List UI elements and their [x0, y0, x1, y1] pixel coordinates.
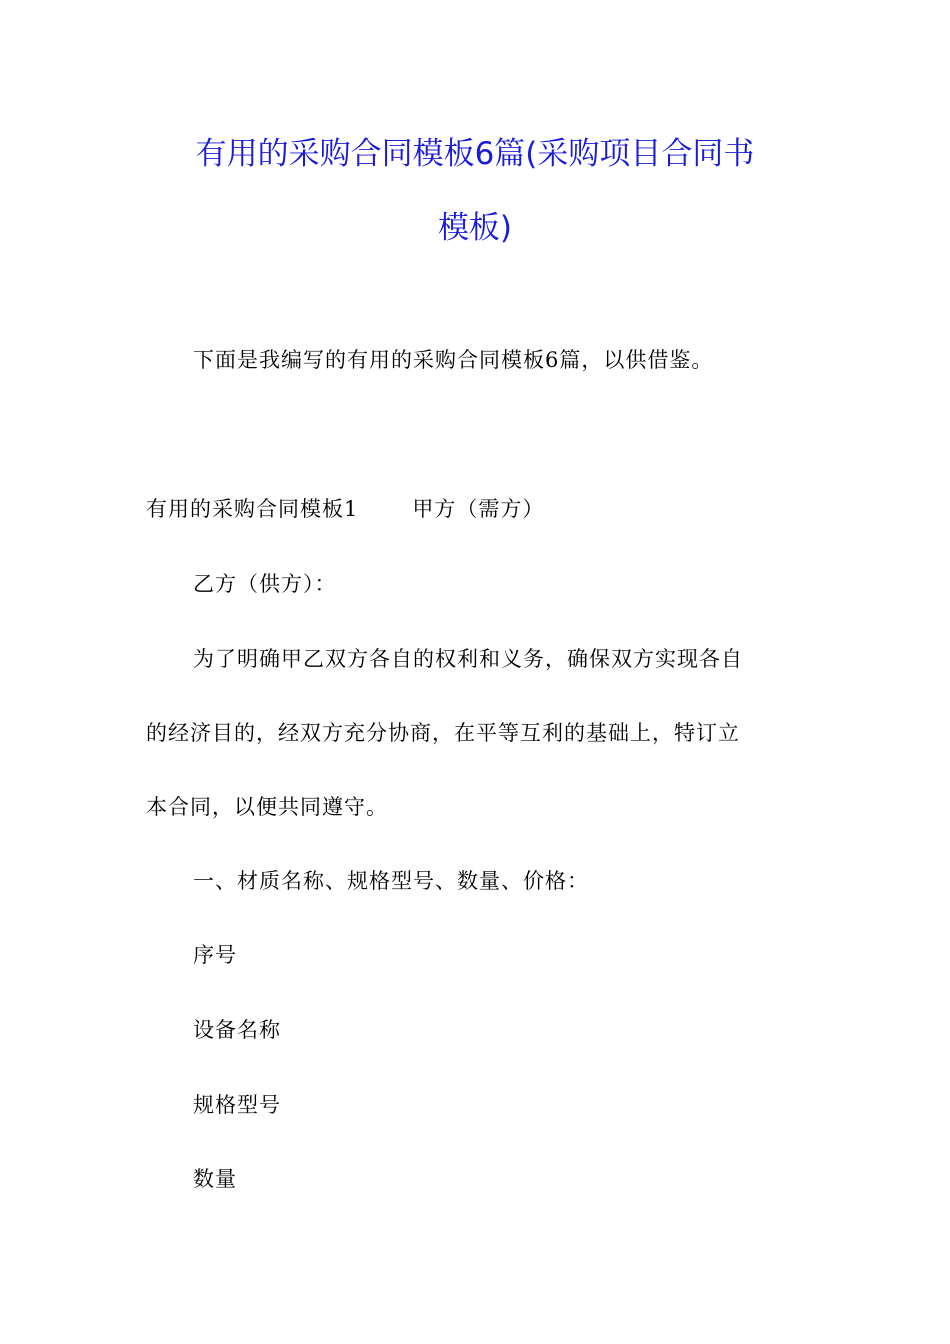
section-heading-row: [146, 494, 544, 524]
purpose-paragraph-line-3: 本合同，以便共同遵守。: [146, 795, 388, 819]
party-a-label: 甲方（需方）: [412, 497, 545, 521]
document-title-line-2: 模板): [437, 210, 513, 246]
column-spec-label: 规格型号: [193, 1093, 281, 1117]
purpose-paragraph-line-1: 为了明确甲乙双方各自的权利和义务，确保双方实现各自: [193, 647, 743, 671]
purpose-paragraph-line-2: 的经济目的，经双方充分协商，在平等互利的基础上，特订立: [146, 721, 740, 745]
party-b-label: 乙方（供方）：: [193, 572, 337, 596]
column-index-label: 序号: [193, 943, 237, 967]
document-title-line-1: 有用的采购合同模板6篇(采购项目合同书: [195, 136, 755, 172]
column-qty-label: 数量: [193, 1167, 237, 1191]
column-name-label: 设备名称: [193, 1018, 281, 1042]
section-heading: 有用的采购合同模板1: [146, 497, 359, 521]
intro-paragraph: 下面是我编写的有用的采购合同模板6篇，以供借鉴。: [193, 348, 714, 372]
clause-1-heading: 一、材质名称、规格型号、数量、价格：: [193, 869, 589, 893]
